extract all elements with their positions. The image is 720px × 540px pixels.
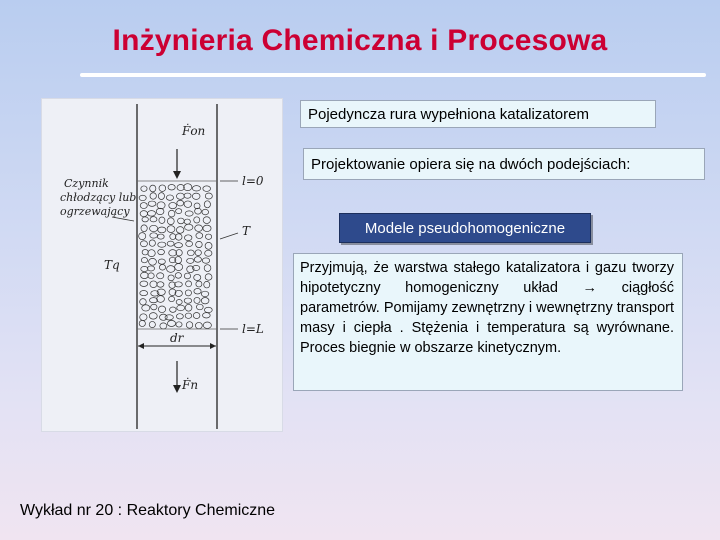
catalyst-pellet (140, 299, 147, 305)
catalyst-pellet (184, 219, 190, 224)
catalyst-pellet (140, 211, 147, 217)
catalyst-pellet (140, 291, 148, 296)
model-description: Przyjmują, że warstwa stałego katalizatora i gazu tworzy hipotetyczny homogeniczny układ → ciągłość parametrów. Pomijamy zewnętrzny i wewnętrzny transport masy i ciepła . Stężenia i temperatura są wyrównane. Proces biegnie w obszarze kinetycznym. (293, 253, 683, 391)
inlet-arrow-head (173, 171, 181, 179)
feed-bottom-label: Ḟn (182, 378, 199, 392)
catalyst-pellet (169, 296, 175, 301)
catalyst-pellet (201, 291, 208, 296)
catalyst-pellet (168, 210, 175, 217)
catalyst-pellet (184, 193, 191, 198)
catalyst-pellet (196, 233, 203, 239)
coolant-label-line1: Czynnik (64, 177, 109, 190)
catalyst-pellet (149, 313, 157, 320)
catalyst-pellet (201, 297, 209, 303)
catalyst-pellet (158, 227, 166, 233)
catalyst-pellet (141, 258, 147, 263)
catalyst-pellet (141, 225, 147, 232)
catalyst-pellet (203, 186, 211, 192)
catalyst-pellet (204, 201, 210, 208)
catalyst-pellet (196, 281, 202, 287)
catalyst-pellet (148, 273, 154, 279)
Tq-label: Tq (104, 258, 120, 272)
catalyst-pellet (185, 290, 191, 296)
catalyst-pellet (167, 218, 174, 225)
catalyst-pellet (170, 307, 177, 312)
catalyst-pellet (192, 265, 199, 270)
catalyst-pellet (187, 258, 194, 263)
catalyst-pellet (177, 200, 184, 206)
catalyst-pellet (202, 209, 209, 215)
coolant-label-line3: ogrzewający (60, 205, 130, 218)
catalyst-pellet (142, 217, 148, 222)
catalyst-pellet (166, 195, 173, 200)
pseudohomogeneous-models-button[interactable]: Modele pseudohomogeniczne (339, 213, 591, 243)
catalyst-pellet (151, 291, 159, 296)
catalyst-pellet (204, 281, 210, 288)
catalyst-pellet (149, 321, 155, 327)
catalyst-pellet (184, 201, 192, 207)
catalyst-pellet (176, 209, 182, 214)
catalyst-pellet (194, 203, 200, 209)
catalyst-pellet (195, 322, 202, 328)
catalyst-pellet (140, 241, 147, 247)
catalyst-pellet (205, 250, 212, 256)
catalyst-pellet (148, 201, 156, 206)
catalyst-pellet (157, 273, 164, 279)
catalyst-pellet (204, 265, 211, 272)
lecture-footer: Wykład nr 20 : Reaktory Chemiczne (20, 502, 276, 519)
catalyst-pellet (175, 264, 183, 271)
catalyst-pellet (177, 305, 185, 311)
catalyst-pellet (139, 320, 145, 326)
catalyst-pellet (205, 242, 212, 249)
catalyst-pellet (157, 202, 165, 209)
catalyst-pellet (205, 274, 212, 280)
catalyst-pellet (177, 193, 185, 199)
catalyst-pellet (186, 281, 192, 287)
catalyst-pellet (203, 322, 211, 328)
catalyst-pellet (185, 211, 193, 216)
catalyst-pellet (203, 225, 211, 231)
catalyst-pellet (205, 193, 212, 199)
catalyst-pellet (169, 250, 177, 256)
dr-label: dr (170, 331, 184, 345)
catalyst-pellet (168, 184, 175, 189)
catalyst-pellet (147, 266, 154, 271)
catalyst-pellet (194, 297, 200, 303)
lL-label: l=L (242, 322, 264, 336)
outlet-arrow-head (173, 385, 181, 393)
catalyst-pellet (141, 272, 149, 278)
catalyst-pellet (176, 227, 184, 234)
catalyst-pellet (193, 313, 200, 319)
catalyst-pellet (195, 208, 202, 214)
catalyst-pellet (150, 185, 156, 192)
catalyst-pellet (167, 241, 174, 246)
catalyst-pellet (194, 289, 201, 294)
catalyst-pellet (194, 274, 201, 280)
catalyst-pellet (202, 258, 209, 263)
catalyst-pellet (170, 234, 176, 240)
feed-top-label: Ḟon (182, 124, 206, 138)
catalyst-pellet (140, 281, 148, 287)
catalyst-pellet (203, 217, 210, 224)
catalyst-pellet (151, 304, 157, 310)
catalyst-pellet (196, 304, 203, 310)
catalyst-pellet (185, 313, 192, 318)
catalyst-pellet (140, 314, 147, 321)
catalyst-pellet (175, 273, 181, 279)
catalyst-pellet (174, 243, 182, 248)
catalyst-pellet (142, 250, 148, 255)
catalyst-pellet (159, 185, 166, 192)
catalyst-pellet (141, 186, 147, 191)
catalyst-pellet (159, 217, 165, 224)
title-underline (80, 73, 706, 77)
catalyst-pellet (157, 234, 164, 239)
catalyst-pellet (150, 225, 158, 231)
catalyst-pellet (204, 307, 212, 312)
catalyst-pellet (184, 298, 191, 303)
catalyst-pellet (142, 305, 150, 311)
catalyst-pellet (149, 258, 157, 265)
catalyst-pellet (158, 193, 164, 200)
catalyst-pellet (157, 296, 165, 303)
catalyst-pellet (167, 226, 175, 233)
catalyst-pellet (187, 250, 194, 256)
catalyst-pellet (192, 193, 200, 199)
catalyst-pellet (158, 259, 165, 264)
design-approaches-caption: Projektowanie opiera się na dwóch podejściach: (303, 148, 705, 180)
catalyst-pellet (160, 323, 167, 329)
catalyst-pellet (203, 313, 211, 318)
single-tube-caption: Pojedyncza rura wypełniona katalizatorem (300, 100, 656, 128)
catalyst-pellet (147, 211, 155, 217)
catalyst-pellet (194, 217, 200, 223)
catalyst-pellet (158, 242, 166, 247)
catalyst-pellet (195, 225, 203, 232)
catalyst-pellet (148, 250, 155, 257)
catalyst-pellet (156, 208, 164, 214)
catalyst-pellet (149, 240, 155, 246)
catalyst-pellets (139, 184, 213, 329)
catalyst-pellet (186, 241, 193, 246)
reactor-tube-figure (41, 98, 283, 432)
catalyst-pellet (150, 217, 157, 222)
T-label: T (242, 224, 251, 238)
catalyst-pellet (185, 224, 193, 230)
coolant-label-line2: chłodzący lub (60, 191, 137, 204)
catalyst-pellet (157, 282, 164, 287)
catalyst-pellet (167, 266, 175, 273)
l0-label: l=0 (242, 174, 264, 188)
catalyst-pellet (150, 193, 156, 200)
catalyst-pellet (140, 203, 147, 209)
catalyst-pellet (175, 234, 182, 240)
catalyst-pellet (169, 202, 177, 208)
catalyst-pellet (184, 273, 190, 279)
catalyst-pellet (168, 275, 174, 281)
catalyst-pellet (194, 257, 201, 263)
reactor-tube-diagram (42, 99, 282, 431)
catalyst-pellet (150, 281, 157, 288)
catalyst-pellet (186, 322, 192, 329)
catalyst-pellet (150, 233, 158, 238)
catalyst-pellet (176, 314, 183, 319)
catalyst-pellet (185, 304, 192, 311)
catalyst-pellet (139, 233, 146, 240)
slide-title: Inżynieria Chemiczna i Procesowa (112, 24, 608, 57)
catalyst-pellet (205, 234, 211, 239)
catalyst-pellet (159, 264, 165, 270)
catalyst-pellet (185, 235, 192, 241)
catalyst-pellet (165, 315, 173, 320)
catalyst-pellet (158, 306, 165, 313)
catalyst-pellet (158, 249, 165, 254)
catalyst-pellet (176, 322, 182, 327)
catalyst-pellet (196, 241, 203, 247)
catalyst-pellet (141, 266, 148, 271)
catalyst-pellet (195, 250, 201, 256)
catalyst-pellet (184, 184, 192, 191)
catalyst-pellet (139, 195, 146, 200)
catalyst-pellet (175, 282, 183, 287)
catalyst-pellet (178, 218, 185, 224)
catalyst-pellet (192, 186, 200, 191)
catalyst-pellet (167, 320, 175, 326)
catalyst-pellet (176, 299, 182, 304)
